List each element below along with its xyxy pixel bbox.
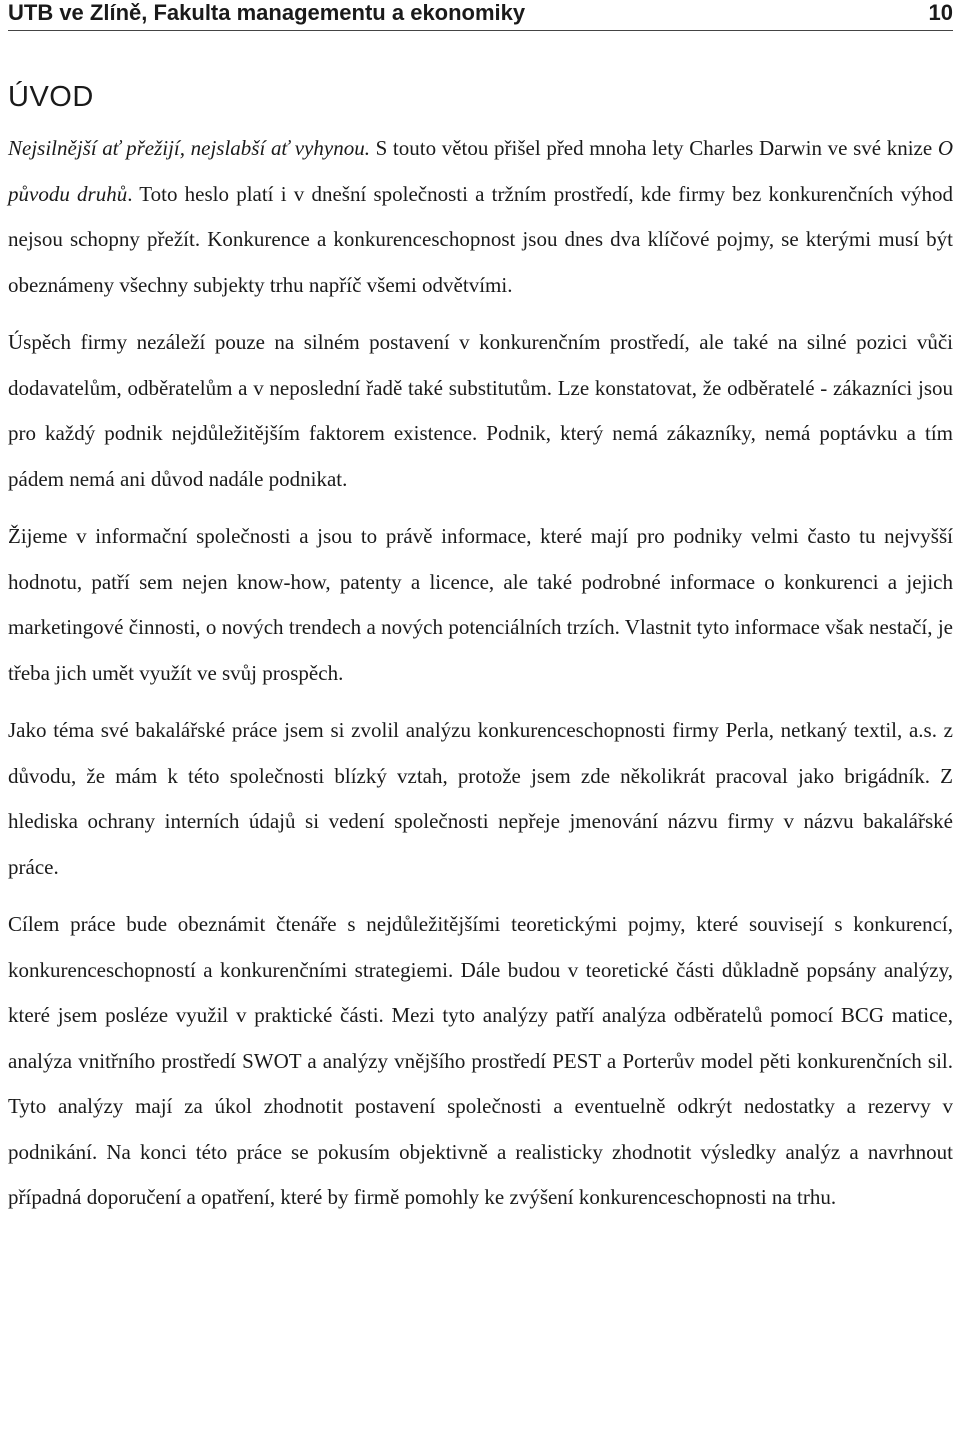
darwin-quote: Nejsilnější ať přežijí, nejslabší ať vyhynou. [8,136,370,160]
paragraph-2-text: Úspěch firmy nezáleží pouze na silném postavení v konkurenčním prostředí, ale také na silné pozici vůči dodavatelům, odběratelům a v neposlední řadě také substitutům. Lze konstatovat, že odběratelé - zákazníci jsou pro každý podnik nejdůležitějším faktorem existence. Podnik, který nemá zákazníky, nemá poptávku a tím pádem nemá ani důvod nadále podnikat. [8,330,953,491]
page-header [8,0,953,31]
paragraph-3-text: Žijeme v informační společnosti a jsou to právě informace, které mají pro podniky velmi často tu nejvyšší hodnotu, patří sem nejen know-how, patenty a licence, ale také podrobné informace o konkurenci a jejich marketingové činnosti, o nových trendech a nových potenciálních trzích. Vlastnit tyto informace však nestačí, je třeba jich umět využít ve svůj prospěch. [8,524,953,685]
paragraph-4-text: Jako téma své bakalářské práce jsem si zvolil analýzu konkurenceschopnosti firmy Perla, netkaný textil, a.s. z důvodu, že mám k této společnosti blízký vztah, protože jsem zde několikrát pracoval jako brigádník. Z hlediska ochrany interních údajů si vedení společnosti nepřeje jmenování názvu firmy v názvu bakalářské práce. [8,718,953,879]
paragraph-2 [8,320,953,502]
document-page [8,0,953,1221]
paragraph-1-text-a: S touto větou přišel před mnoha lety Charles Darwin ve své knize [369,136,938,160]
paragraph-4 [8,708,953,890]
paragraph-1 [8,126,953,308]
section-heading: ÚVOD [8,81,94,113]
paragraph-5 [8,902,953,1221]
page-number: 10 [928,0,953,25]
paragraph-3 [8,514,953,696]
header-title: UTB ve Zlíně, Fakulta managementu a ekonomiky [8,0,526,25]
book-title: O původu druhů [8,136,953,206]
paragraph-1-text-b: . Toto heslo platí i v dnešní společnosti a tržním prostředí, kde firmy bez konkurenčních výhod nejsou schopny přežít. Konkurence a konkurenceschopnost jsou dnes dva klíčové pojmy, se kterými musí být obeznámeny všechny subjekty trhu napříč všemi odvětvími. [8,181,953,297]
paragraph-5-text: Cílem práce bude obeznámit čtenáře s nejdůležitějšími teoretickými pojmy, které souvisejí s konkurencí, konkurenceschopností a konkurenčními strategiemi. Dále budou v teoretické části důkladně popsány analýzy, které jsem posléze využil v praktické části. Mezi tyto analýzy patří analýza odběratelů pomocí BCG matice, analýza vnitřního prostředí SWOT a analýzy vnějšího prostředí PEST a Porterův model pěti konkurenčních sil. Tyto analýzy mají za úkol zhodnotit postavení společnosti a eventuelně odkrýt nedostatky a rezervy v podnikání. Na konci této práce se pokusím objektivně a realisticky zhodnotit výsledky analýz a navrhnout případná doporučení a opatření, které by firmě pomohly ke zvýšení konkurenceschopnosti na trhu. [8,912,953,1209]
